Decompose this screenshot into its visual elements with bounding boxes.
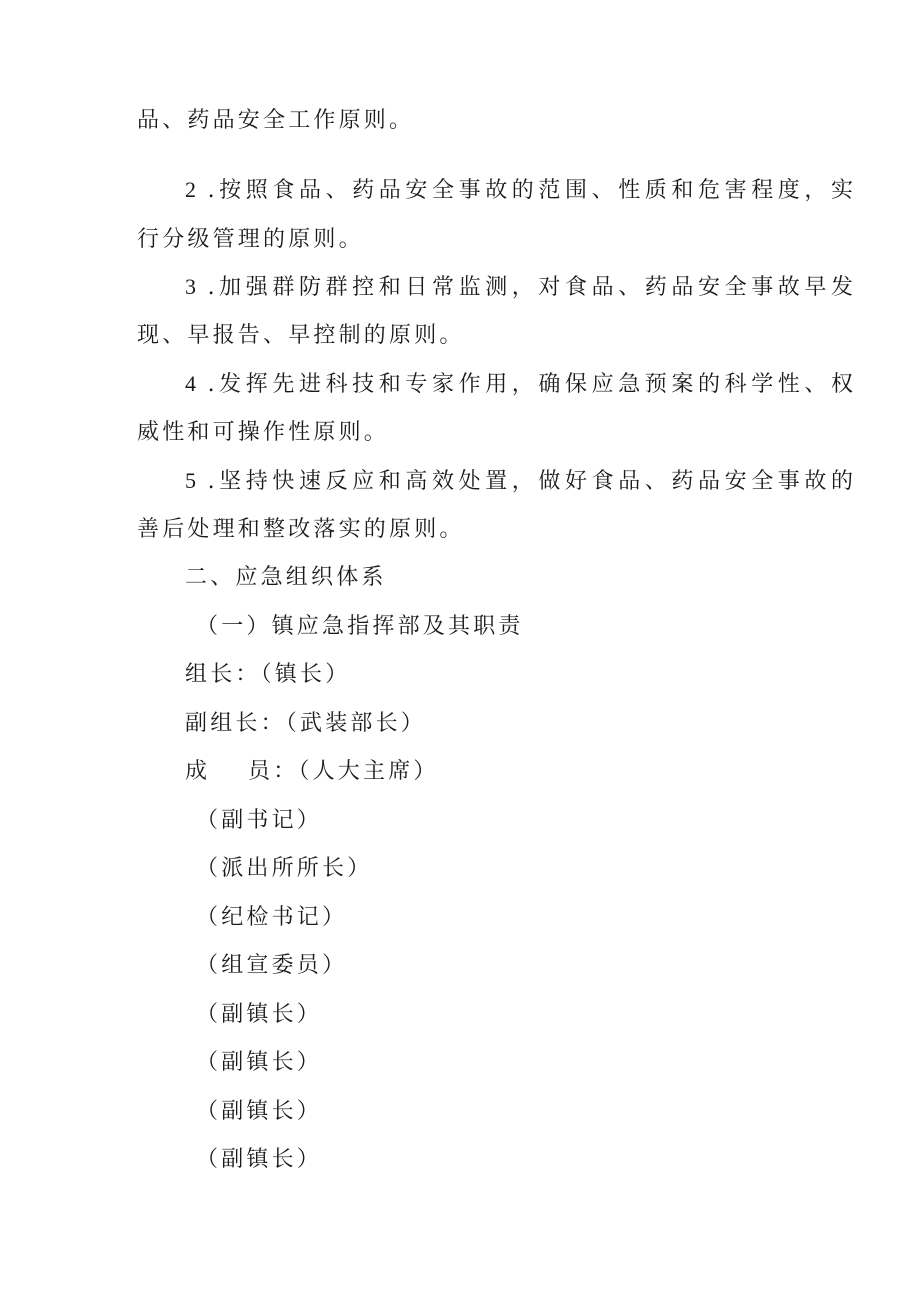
roster-member: （副镇长） (196, 1099, 323, 1124)
subsection-heading: （一）镇应急指挥部及其职责 (196, 614, 524, 639)
roster-member: （副镇长） (196, 1002, 323, 1027)
principle-4-line-1 (185, 369, 858, 400)
principle-5-line-1 (185, 466, 858, 497)
principle-4-number: 4 (185, 371, 196, 396)
principle-5-text: .坚持快速反应和高效处置，做好食品、药品安全事故的 (207, 469, 858, 494)
roster-member: （纪检书记） (196, 905, 348, 930)
roster-member: （副书记） (196, 808, 323, 833)
principle-2-number: 2 (185, 177, 196, 202)
section-heading: 二、应急组织体系 (185, 565, 387, 590)
principle-3-line-1 (185, 272, 858, 303)
principle-2-text: .按照食品、药品安全事故的范围、性质和危害程度，实 (207, 178, 858, 203)
principle-3-line-2: 现、早报告、早控制的原则。 (137, 323, 465, 348)
principle-4-line-2: 威性和可操作性原则。 (137, 420, 390, 445)
continuation-line: 品、药品安全工作原则。 (137, 108, 415, 133)
roster-deputy-leader: 副组长：（武装部长） (185, 711, 427, 736)
principle-3-text: .加强群防群控和日常监测，对食品、药品安全事故早发 (207, 275, 858, 300)
principle-3-number: 3 (185, 274, 196, 299)
roster-member-label: 成 (185, 759, 211, 784)
principle-5-number: 5 (185, 468, 196, 493)
roster-member: （副镇长） (196, 1050, 323, 1075)
roster-leader: 组长：（镇长） (185, 662, 351, 687)
principle-2-line-2: 行分级管理的原则。 (137, 227, 364, 252)
principle-2-line-1 (185, 175, 858, 206)
roster-member: （派出所所长） (196, 856, 373, 881)
roster-member: （副镇长） (196, 1147, 323, 1172)
roster-member: （组宣委员） (196, 953, 348, 978)
roster-first-member: 员：（人大主席） (248, 759, 439, 784)
principle-4-text: .发挥先进科技和专家作用，确保应急预案的科学性、权 (207, 372, 858, 397)
principle-5-line-2: 善后处理和整改落实的原则。 (137, 517, 465, 542)
